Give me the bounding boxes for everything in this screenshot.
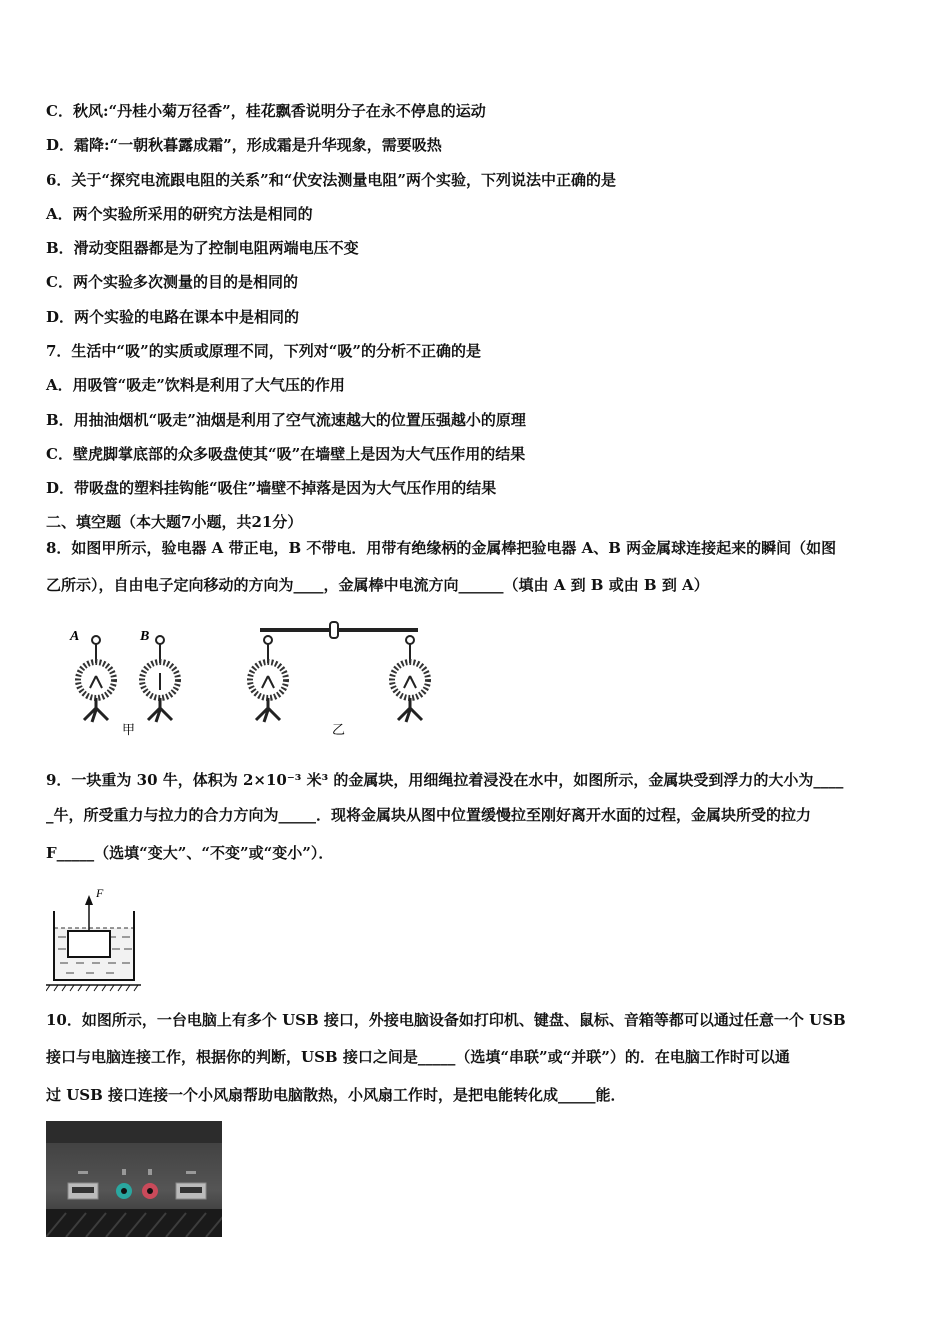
buoyancy-figure (46, 885, 141, 995)
q7-option-c: C．壁虎脚掌底部的众多吸盘使其“吸”在墙壁上是因为大气压作用的结果 (46, 445, 526, 463)
q8-line-1: 8．如图甲所示，验电器 A 带正电，B 不带电．用带有绝缘柄的金属棒把验电器 A、B 两金属球连接起来的瞬间（如图 (46, 539, 837, 557)
label-b: B (140, 629, 150, 644)
caption-yi: 乙 (332, 722, 346, 737)
electroscope-b (139, 629, 178, 722)
force-label: F (96, 886, 104, 900)
label-a: A (70, 629, 80, 644)
electroscope-figure (62, 618, 452, 743)
q5-option-d: D．霜降:“一朝秋暮露成霜”，形成霜是升华现象，需要吸热 (46, 136, 442, 154)
q9-line-1: 9．一块重为 30 牛，体积为 2×10⁻³ 米³ 的金属块，用细绳拉着浸没在水中，如图所示，金属块受到浮力的大小为____ (46, 771, 844, 789)
electroscope-a (69, 629, 114, 722)
q9-line-3: F_____（选填“变大”、“不变”或“变小”）． (46, 844, 334, 862)
q6-option-c: C．两个实验多次测量的目的是相同的 (46, 273, 298, 291)
q7-option-d: D．带吸盘的塑料挂钩能“吸住”墙壁不掉落是因为大气压作用的结果 (46, 479, 497, 497)
usb-ports-photo (46, 1121, 222, 1237)
usb-port-left (68, 1183, 98, 1199)
q6-stem: 6．关于“探究电流跟电阻的关系”和“伏安法测量电阻”两个实验，下列说法中正确的是 (46, 171, 616, 189)
electroscope-connected (250, 622, 428, 722)
q8-line-2: 乙所示），自由电子定向移动的方向为____，金属棒中电流方向______（填由 A 到 B 或由 B 到 A） (46, 576, 709, 594)
q10-line-2: 接口与电脑连接工作，根据你的判断，USB 接口之间是_____（选填“串联”或“并联”）的．在电脑工作时可以通 (46, 1048, 790, 1066)
q9-line-2: _牛，所受重力与拉力的合力方向为_____．现将金属块从图中位置缓慢拉至刚好离开水面的过程，金属块所受的拉力 (46, 806, 812, 824)
audio-jack-pink (142, 1183, 158, 1199)
audio-jack-green (116, 1183, 132, 1199)
q6-option-d: D．两个实验的电路在课本中是相同的 (46, 308, 300, 326)
q7-stem: 7．生活中“吸”的实质或原理不同，下列对“吸”的分析不正确的是 (46, 342, 481, 360)
usb-port-right (176, 1183, 206, 1199)
q5-option-c: C．秋风:“丹桂小菊万径香”，桂花飘香说明分子在永不停息的运动 (46, 102, 486, 120)
q10-line-3: 过 USB 接口连接一个小风扇帮助电脑散热，小风扇工作时，是把电能转化成_____能． (46, 1086, 626, 1104)
q6-option-a: A．两个实验所采用的研究方法是相同的 (46, 205, 313, 223)
q6-option-b: B．滑动变阻器都是为了控制电阻两端电压不变 (46, 239, 359, 257)
q7-option-b: B．用抽油烟机“吸走”油烟是利用了空气流速越大的位置压强越小的原理 (46, 411, 526, 429)
caption-jia: 甲 (122, 722, 136, 737)
q7-option-a: A．用吸管“吸走”饮料是利用了大气压的作用 (46, 376, 345, 394)
section-heading: 二、填空题（本大题7小题，共21分） (46, 513, 303, 531)
q10-line-1: 10．如图所示，一台电脑上有多个 USB 接口，外接电脑设备如打印机、键盘、鼠标、音箱等都可以通过任意一个 USB (46, 1011, 846, 1029)
